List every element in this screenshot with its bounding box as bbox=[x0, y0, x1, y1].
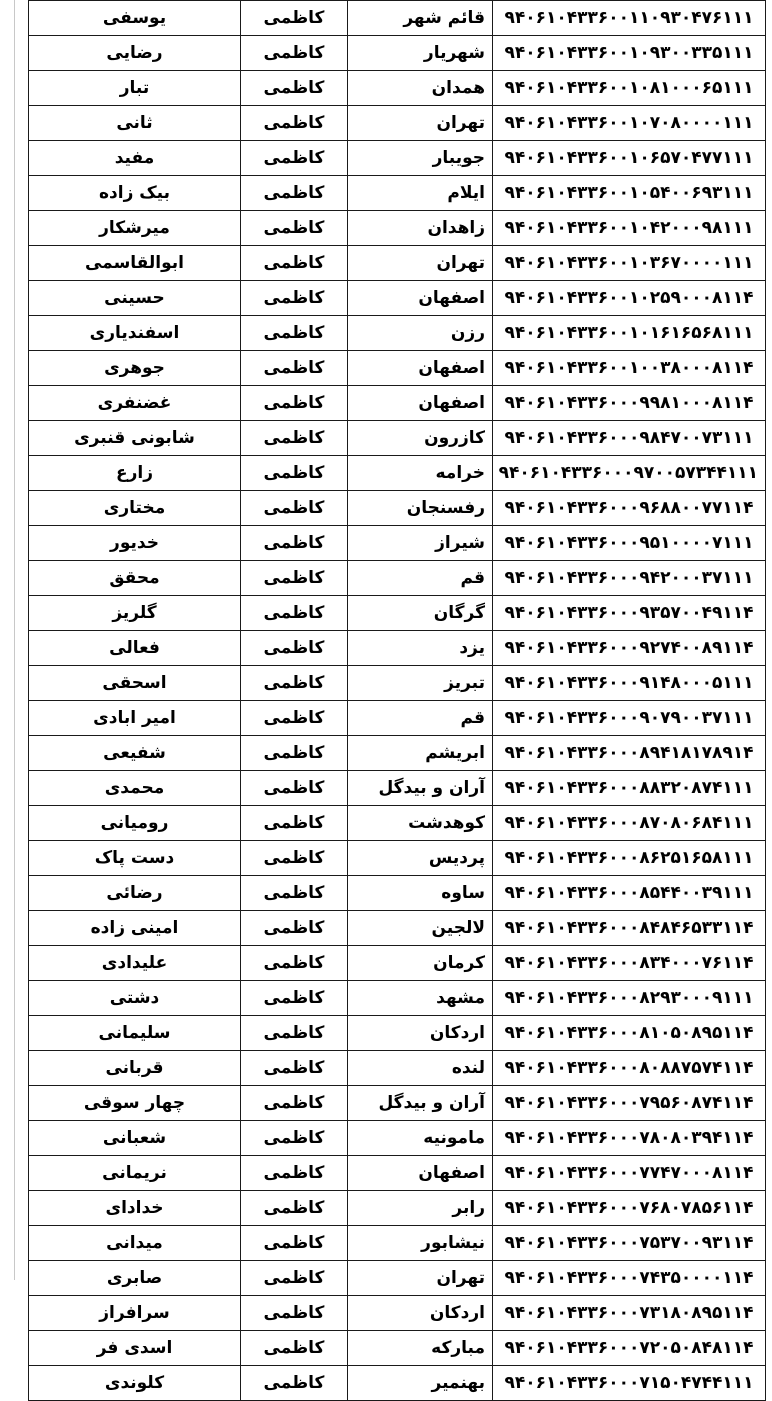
tracking-code-cell: ۹۴۰۶۱۰۴۳۳۶۰۰۱۰۹۳۰۰۳۳۵۱۱۱ bbox=[493, 36, 766, 71]
tracking-code-cell: ۹۴۰۶۱۰۴۳۳۶۰۰۱۰۶۵۷۰۴۷۷۱۱۱ bbox=[493, 141, 766, 176]
tracking-code-cell: ۹۴۰۶۱۰۴۳۳۶۰۰۱۰۴۲۰۰۰۹۸۱۱۱ bbox=[493, 211, 766, 246]
city-cell: قم bbox=[348, 561, 493, 596]
tracking-code-cell: ۹۴۰۶۱۰۴۳۳۶۰۰۰۹۶۸۸۰۰۷۷۱۱۴ bbox=[493, 491, 766, 526]
tracking-code-cell: ۹۴۰۶۱۰۴۳۳۶۰۰۱۰۱۶۱۶۵۶۸۱۱۱ bbox=[493, 316, 766, 351]
tracking-code-cell: ۹۴۰۶۱۰۴۳۳۶۰۰۱۰۳۶۷۰۰۰۰۱۱۱ bbox=[493, 246, 766, 281]
table-row bbox=[29, 176, 766, 211]
name-cell: کاظمی bbox=[241, 841, 348, 876]
city-cell: شهریار bbox=[348, 36, 493, 71]
city-cell: آران و بیدگل bbox=[348, 1086, 493, 1121]
city-cell: اصفهان bbox=[348, 351, 493, 386]
name-cell: کاظمی bbox=[241, 141, 348, 176]
city-cell: کرمان bbox=[348, 946, 493, 981]
tracking-code-cell: ۹۴۰۶۱۰۴۳۳۶۰۰۰۹۱۴۸۰۰۰۵۱۱۱ bbox=[493, 666, 766, 701]
city-cell: قائم شهر bbox=[348, 1, 493, 36]
records-table bbox=[28, 0, 766, 1401]
name-cell: کاظمی bbox=[241, 946, 348, 981]
tracking-code-cell: ۹۴۰۶۱۰۴۳۳۶۰۰۱۰۸۱۰۰۰۶۵۱۱۱ bbox=[493, 71, 766, 106]
family-name-cell: فعالی bbox=[29, 631, 241, 666]
name-cell: کاظمی bbox=[241, 526, 348, 561]
tracking-code-cell: ۹۴۰۶۱۰۴۳۳۶۰۰۰۸۷۰۸۰۶۸۴۱۱۱ bbox=[493, 806, 766, 841]
city-cell: زاهدان bbox=[348, 211, 493, 246]
name-cell: کاظمی bbox=[241, 1086, 348, 1121]
tracking-code-cell: ۹۴۰۶۱۰۴۳۳۶۰۰۰۷۶۸۰۷۸۵۶۱۱۴ bbox=[493, 1191, 766, 1226]
city-cell: ساوه bbox=[348, 876, 493, 911]
tracking-code-cell: ۹۴۰۶۱۰۴۳۳۶۰۰۰۹۸۴۷۰۰۷۳۱۱۱ bbox=[493, 421, 766, 456]
table-row bbox=[29, 1261, 766, 1296]
name-cell: کاظمی bbox=[241, 806, 348, 841]
family-name-cell: میرشکار bbox=[29, 211, 241, 246]
table-row bbox=[29, 141, 766, 176]
city-cell: مامونیه bbox=[348, 1121, 493, 1156]
table-row bbox=[29, 1156, 766, 1191]
tracking-code-cell: ۹۴۰۶۱۰۴۳۳۶۰۰۰۹۵۱۰۰۰۰۷۱۱۱ bbox=[493, 526, 766, 561]
table-row bbox=[29, 1296, 766, 1331]
family-name-cell: سلیمانی bbox=[29, 1016, 241, 1051]
family-name-cell: کلوندی bbox=[29, 1366, 241, 1401]
family-name-cell: زارع bbox=[29, 456, 241, 491]
tracking-code-cell: ۹۴۰۶۱۰۴۳۳۶۰۰۰۷۵۳۷۰۰۹۳۱۱۴ bbox=[493, 1226, 766, 1261]
tracking-code-cell: ۹۴۰۶۱۰۴۳۳۶۰۰۰۸۸۳۲۰۸۷۴۱۱۱ bbox=[493, 771, 766, 806]
tracking-code-cell: ۹۴۰۶۱۰۴۳۳۶۰۰۰۷۴۳۵۰۰۰۰۱۱۴ bbox=[493, 1261, 766, 1296]
tracking-code-cell: ۹۴۰۶۱۰۴۳۳۶۰۰۰۸۲۹۳۰۰۰۹۱۱۱ bbox=[493, 981, 766, 1016]
name-cell: کاظمی bbox=[241, 316, 348, 351]
family-name-cell: شعبانی bbox=[29, 1121, 241, 1156]
name-cell: کاظمی bbox=[241, 1296, 348, 1331]
city-cell: تهران bbox=[348, 106, 493, 141]
name-cell: کاظمی bbox=[241, 71, 348, 106]
name-cell: کاظمی bbox=[241, 1121, 348, 1156]
family-name-cell: قربانی bbox=[29, 1051, 241, 1086]
family-name-cell: امینی زاده bbox=[29, 911, 241, 946]
family-name-cell: گلریز bbox=[29, 596, 241, 631]
family-name-cell: حسینی bbox=[29, 281, 241, 316]
city-cell: ابریشم bbox=[348, 736, 493, 771]
table-row bbox=[29, 1366, 766, 1401]
name-cell: کاظمی bbox=[241, 1261, 348, 1296]
table-row bbox=[29, 1, 766, 36]
name-cell: کاظمی bbox=[241, 1156, 348, 1191]
city-cell: کازرون bbox=[348, 421, 493, 456]
table-row bbox=[29, 876, 766, 911]
family-name-cell: رضایی bbox=[29, 36, 241, 71]
name-cell: کاظمی bbox=[241, 281, 348, 316]
name-cell: کاظمی bbox=[241, 596, 348, 631]
tracking-code-cell: ۹۴۰۶۱۰۴۳۳۶۰۰۰۹۹۸۱۰۰۰۸۱۱۴ bbox=[493, 386, 766, 421]
city-cell: لالجین bbox=[348, 911, 493, 946]
city-cell: همدان bbox=[348, 71, 493, 106]
city-cell: تهران bbox=[348, 246, 493, 281]
family-name-cell: رومیانی bbox=[29, 806, 241, 841]
table-row bbox=[29, 526, 766, 561]
name-cell: کاظمی bbox=[241, 1226, 348, 1261]
family-name-cell: نریمانی bbox=[29, 1156, 241, 1191]
city-cell: آران و بیدگل bbox=[348, 771, 493, 806]
tracking-code-cell: ۹۴۰۶۱۰۴۳۳۶۰۰۰۸۹۴۱۸۱۷۸۹۱۴ bbox=[493, 736, 766, 771]
city-cell: اردکان bbox=[348, 1296, 493, 1331]
name-cell: کاظمی bbox=[241, 1366, 348, 1401]
city-cell: خرامه bbox=[348, 456, 493, 491]
tracking-code-cell: ۹۴۰۶۱۰۴۳۳۶۰۰۰۸۵۴۴۰۰۳۹۱۱۱ bbox=[493, 876, 766, 911]
family-name-cell: چهار سوقی bbox=[29, 1086, 241, 1121]
family-name-cell: مفید bbox=[29, 141, 241, 176]
table-row bbox=[29, 771, 766, 806]
table-row bbox=[29, 561, 766, 596]
family-name-cell: رضائی bbox=[29, 876, 241, 911]
city-cell: اصفهان bbox=[348, 281, 493, 316]
family-name-cell: غضنفری bbox=[29, 386, 241, 421]
table-row bbox=[29, 701, 766, 736]
family-name-cell: اسحقی bbox=[29, 666, 241, 701]
city-cell: مشهد bbox=[348, 981, 493, 1016]
table-row bbox=[29, 1191, 766, 1226]
page-edge-line bbox=[14, 0, 15, 1280]
name-cell: کاظمی bbox=[241, 1191, 348, 1226]
table-row bbox=[29, 246, 766, 281]
name-cell: کاظمی bbox=[241, 351, 348, 386]
family-name-cell: دست پاک bbox=[29, 841, 241, 876]
city-cell: کوهدشت bbox=[348, 806, 493, 841]
family-name-cell: اسفندیاری bbox=[29, 316, 241, 351]
tracking-code-cell: ۹۴۰۶۱۰۴۳۳۶۰۰۱۰۷۰۸۰۰۰۰۱۱۱ bbox=[493, 106, 766, 141]
family-name-cell: خدادای bbox=[29, 1191, 241, 1226]
family-name-cell: میدانی bbox=[29, 1226, 241, 1261]
tracking-code-cell: ۹۴۰۶۱۰۴۳۳۶۰۰۰۷۷۴۷۰۰۰۸۱۱۴ bbox=[493, 1156, 766, 1191]
name-cell: کاظمی bbox=[241, 911, 348, 946]
family-name-cell: جوهری bbox=[29, 351, 241, 386]
city-cell: رفسنجان bbox=[348, 491, 493, 526]
name-cell: کاظمی bbox=[241, 561, 348, 596]
tracking-code-cell: ۹۴۰۶۱۰۴۳۳۶۰۰۰۷۳۱۸۰۸۹۵۱۱۴ bbox=[493, 1296, 766, 1331]
family-name-cell: تبار bbox=[29, 71, 241, 106]
table-row bbox=[29, 211, 766, 246]
tracking-code-cell: ۹۴۰۶۱۰۴۳۳۶۰۰۰۸۴۸۴۶۵۳۳۱۱۴ bbox=[493, 911, 766, 946]
family-name-cell: صابری bbox=[29, 1261, 241, 1296]
table-row bbox=[29, 981, 766, 1016]
table-row bbox=[29, 841, 766, 876]
city-cell: اصفهان bbox=[348, 1156, 493, 1191]
city-cell: تبریز bbox=[348, 666, 493, 701]
table-row bbox=[29, 911, 766, 946]
table-row bbox=[29, 456, 766, 491]
city-cell: لنده bbox=[348, 1051, 493, 1086]
table-row bbox=[29, 631, 766, 666]
table-row bbox=[29, 1016, 766, 1051]
family-name-cell: اسدی فر bbox=[29, 1331, 241, 1366]
city-cell: اردکان bbox=[348, 1016, 493, 1051]
city-cell: اصفهان bbox=[348, 386, 493, 421]
tracking-code-cell: ۹۴۰۶۱۰۴۳۳۶۰۰۱۰۲۵۹۰۰۰۸۱۱۴ bbox=[493, 281, 766, 316]
family-name-cell: ثانی bbox=[29, 106, 241, 141]
tracking-code-cell: ۹۴۰۶۱۰۴۳۳۶۰۰۰۹۳۵۷۰۰۴۹۱۱۴ bbox=[493, 596, 766, 631]
tracking-code-cell: ۹۴۰۶۱۰۴۳۳۶۰۰۰۸۳۴۰۰۰۷۶۱۱۴ bbox=[493, 946, 766, 981]
name-cell: کاظمی bbox=[241, 106, 348, 141]
name-cell: کاظمی bbox=[241, 246, 348, 281]
family-name-cell: محقق bbox=[29, 561, 241, 596]
table-row bbox=[29, 316, 766, 351]
name-cell: کاظمی bbox=[241, 1331, 348, 1366]
name-cell: کاظمی bbox=[241, 176, 348, 211]
tracking-code-cell: ۹۴۰۶۱۰۴۳۳۶۰۰۰۷۱۵۰۴۷۴۴۱۱۱ bbox=[493, 1366, 766, 1401]
name-cell: کاظمی bbox=[241, 211, 348, 246]
name-cell: کاظمی bbox=[241, 36, 348, 71]
table-row bbox=[29, 71, 766, 106]
table-row bbox=[29, 1331, 766, 1366]
table-row bbox=[29, 351, 766, 386]
table-row bbox=[29, 1121, 766, 1156]
name-cell: کاظمی bbox=[241, 876, 348, 911]
records-table-body bbox=[29, 1, 766, 1401]
name-cell: کاظمی bbox=[241, 631, 348, 666]
name-cell: کاظمی bbox=[241, 491, 348, 526]
table-row bbox=[29, 36, 766, 71]
city-cell: ایلام bbox=[348, 176, 493, 211]
name-cell: کاظمی bbox=[241, 981, 348, 1016]
city-cell: رزن bbox=[348, 316, 493, 351]
records-sheet bbox=[28, 0, 766, 1401]
city-cell: جویبار bbox=[348, 141, 493, 176]
city-cell: بهنمیر bbox=[348, 1366, 493, 1401]
family-name-cell: خدیور bbox=[29, 526, 241, 561]
city-cell: تهران bbox=[348, 1261, 493, 1296]
family-name-cell: ابوالقاسمی bbox=[29, 246, 241, 281]
family-name-cell: شابونی قنبری bbox=[29, 421, 241, 456]
tracking-code-cell: ۹۴۰۶۱۰۴۳۳۶۰۰۰۹۲۷۴۰۰۸۹۱۱۴ bbox=[493, 631, 766, 666]
tracking-code-cell: ۹۴۰۶۱۰۴۳۳۶۰۰۰۸۱۰۵۰۸۹۵۱۱۴ bbox=[493, 1016, 766, 1051]
tracking-code-cell: ۹۴۰۶۱۰۴۳۳۶۰۰۱۰۰۳۸۰۰۰۸۱۱۴ bbox=[493, 351, 766, 386]
tracking-code-cell: ۹۴۰۶۱۰۴۳۳۶۰۰۰۷۹۵۶۰۸۷۴۱۱۴ bbox=[493, 1086, 766, 1121]
table-row bbox=[29, 1051, 766, 1086]
tracking-code-cell: ۹۴۰۶۱۰۴۳۳۶۰۰۰۹۴۲۰۰۰۳۷۱۱۱ bbox=[493, 561, 766, 596]
city-cell: مبارکه bbox=[348, 1331, 493, 1366]
table-row bbox=[29, 946, 766, 981]
table-row bbox=[29, 386, 766, 421]
city-cell: نیشابور bbox=[348, 1226, 493, 1261]
city-cell: پردیس bbox=[348, 841, 493, 876]
table-row bbox=[29, 1086, 766, 1121]
family-name-cell: سرافراز bbox=[29, 1296, 241, 1331]
family-name-cell: شفیعی bbox=[29, 736, 241, 771]
family-name-cell: بیک زاده bbox=[29, 176, 241, 211]
tracking-code-cell: ۹۴۰۶۱۰۴۳۳۶۰۰۰۹۰۷۹۰۰۳۷۱۱۱ bbox=[493, 701, 766, 736]
table-row bbox=[29, 596, 766, 631]
name-cell: کاظمی bbox=[241, 1016, 348, 1051]
name-cell: کاظمی bbox=[241, 456, 348, 491]
city-cell: یزد bbox=[348, 631, 493, 666]
name-cell: کاظمی bbox=[241, 771, 348, 806]
tracking-code-cell: ۹۴۰۶۱۰۴۳۳۶۰۰۱۱۰۹۳۰۴۷۶۱۱۱ bbox=[493, 1, 766, 36]
table-row bbox=[29, 281, 766, 316]
family-name-cell: دشتی bbox=[29, 981, 241, 1016]
tracking-code-cell: ۹۴۰۶۱۰۴۳۳۶۰۰۰۷۸۰۸۰۳۹۴۱۱۴ bbox=[493, 1121, 766, 1156]
table-row bbox=[29, 666, 766, 701]
name-cell: کاظمی bbox=[241, 386, 348, 421]
tracking-code-cell: ۹۴۰۶۱۰۴۳۳۶۰۰۰۷۲۰۵۰۸۴۸۱۱۴ bbox=[493, 1331, 766, 1366]
tracking-code-cell: ۹۴۰۶۱۰۴۳۳۶۰۰۰۸۶۲۵۱۶۵۸۱۱۱ bbox=[493, 841, 766, 876]
name-cell: کاظمی bbox=[241, 736, 348, 771]
name-cell: کاظمی bbox=[241, 666, 348, 701]
city-cell: گرگان bbox=[348, 596, 493, 631]
city-cell: شیراز bbox=[348, 526, 493, 561]
table-row bbox=[29, 736, 766, 771]
family-name-cell: امیر ابادی bbox=[29, 701, 241, 736]
name-cell: کاظمی bbox=[241, 1, 348, 36]
name-cell: کاظمی bbox=[241, 421, 348, 456]
family-name-cell: یوسفی bbox=[29, 1, 241, 36]
tracking-code-cell: ۹۴۰۶۱۰۴۳۳۶۰۰۰۹۷۰۰۵۷۳۴۴۱۱۱ bbox=[493, 456, 766, 491]
city-cell: رابر bbox=[348, 1191, 493, 1226]
name-cell: کاظمی bbox=[241, 701, 348, 736]
table-row bbox=[29, 491, 766, 526]
table-row bbox=[29, 421, 766, 456]
city-cell: قم bbox=[348, 701, 493, 736]
table-row bbox=[29, 806, 766, 841]
family-name-cell: محمدی bbox=[29, 771, 241, 806]
name-cell: کاظمی bbox=[241, 1051, 348, 1086]
table-row bbox=[29, 1226, 766, 1261]
table-row bbox=[29, 106, 766, 141]
tracking-code-cell: ۹۴۰۶۱۰۴۳۳۶۰۰۰۸۰۸۸۷۵۷۴۱۱۴ bbox=[493, 1051, 766, 1086]
family-name-cell: علیدادی bbox=[29, 946, 241, 981]
family-name-cell: مختاری bbox=[29, 491, 241, 526]
tracking-code-cell: ۹۴۰۶۱۰۴۳۳۶۰۰۱۰۵۴۰۰۶۹۳۱۱۱ bbox=[493, 176, 766, 211]
